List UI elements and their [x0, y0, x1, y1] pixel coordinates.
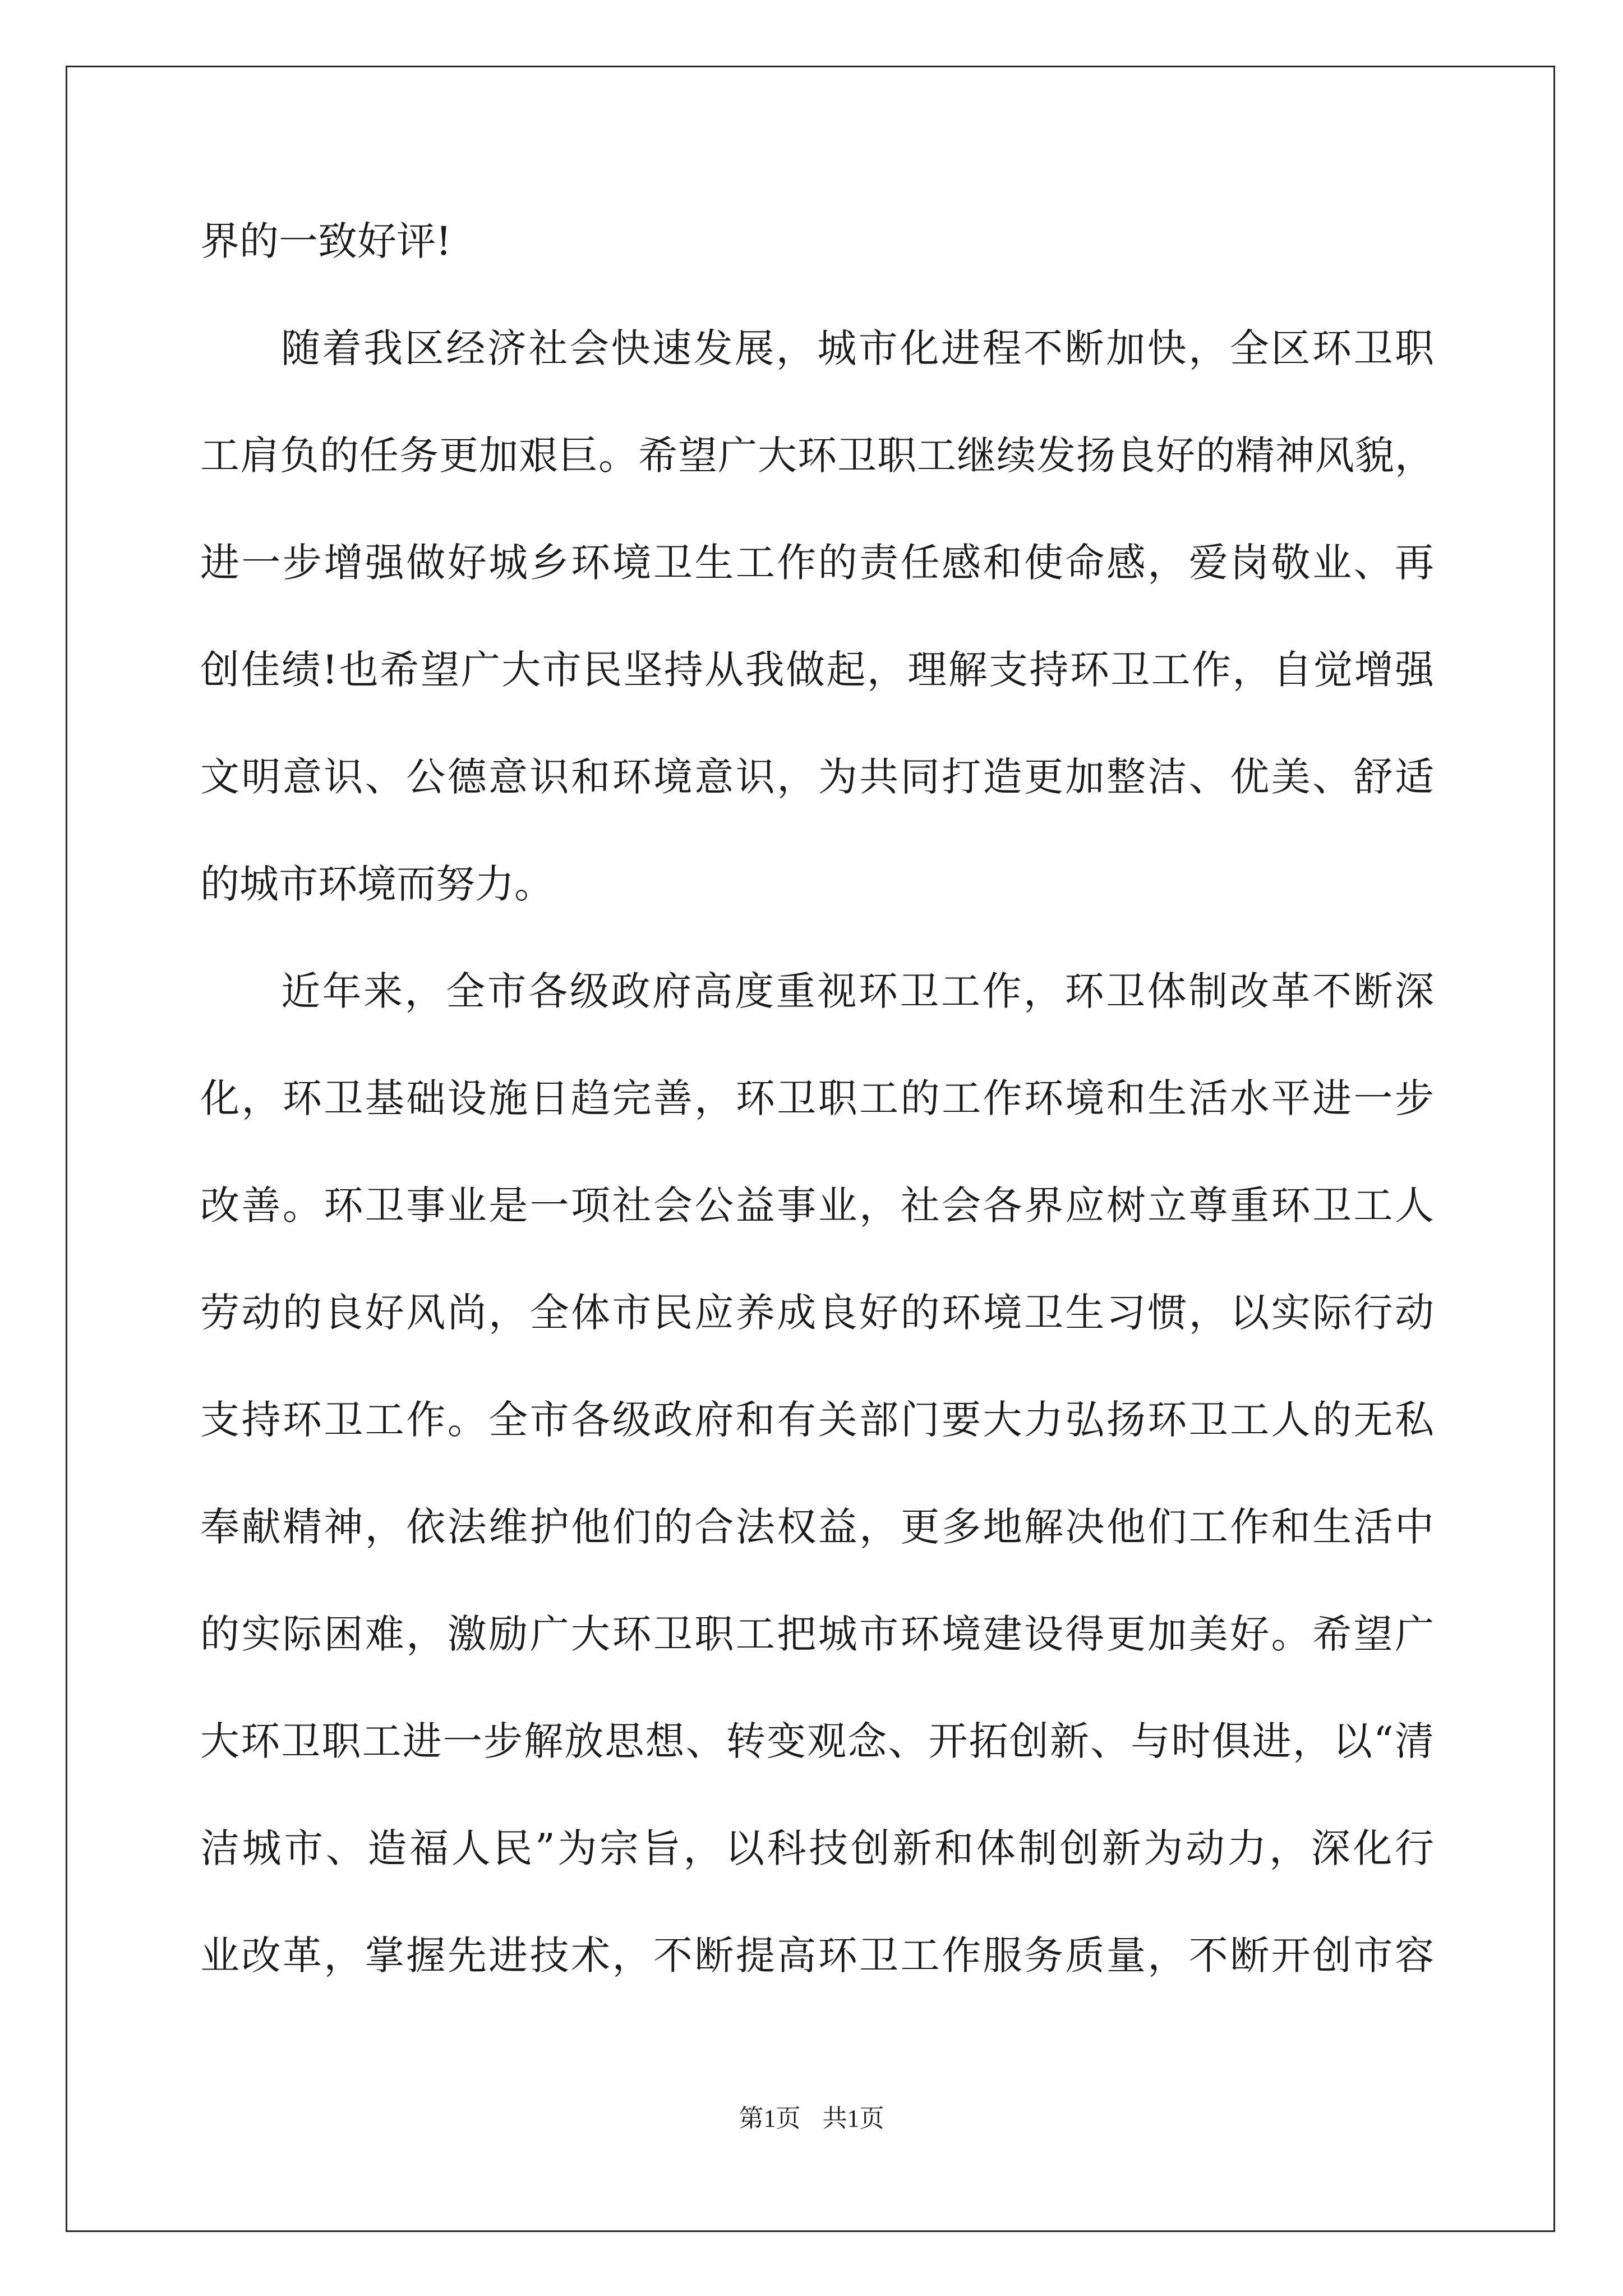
text-line: 劳动的良好风尚，全体市民应养成良好的环境卫生习惯，以实际行动 — [200, 1290, 1434, 1336]
text-line: 奉献精神，依法维护他们的合法权益，更多地解决他们工作和生活中 — [200, 1504, 1434, 1550]
page-number-total: 共1页 — [822, 2105, 884, 2132]
page-footer — [0, 2098, 1623, 2134]
page-number-current: 第1页 — [739, 2105, 801, 2132]
text-line: 的城市环境而努力。 — [200, 861, 554, 907]
text-line: 工肩负的任务更加艰巨。希望广大环卫职工继续发扬良好的精神风貌， — [200, 432, 1434, 478]
text-line: 的实际困难，激励广大环卫职工把城市环境建设得更加美好。希望广 — [200, 1611, 1434, 1657]
text-line: 改善。环卫事业是一项社会公益事业，社会各界应树立尊重环卫工人 — [200, 1182, 1434, 1228]
text-line: 大环卫职工进一步解放思想、转变观念、开拓创新、与时俱进，以“清 — [200, 1718, 1434, 1764]
text-line: 文明意识、公德意识和环境意识，为共同打造更加整洁、优美、舒适 — [200, 754, 1434, 800]
text-line: 进一步增强做好城乡环境卫生工作的责任感和使命感，爱岗敬业、再 — [200, 540, 1434, 586]
document-body — [200, 208, 1434, 2029]
text-line: 界的一致好评! — [200, 218, 452, 264]
text-line: 创佳绩!也希望广大市民坚持从我做起，理解支持环卫工作，自觉增强 — [200, 647, 1434, 693]
text-line: 洁城市、造福人民”为宗旨，以科技创新和体制创新为动力，深化行 — [200, 1825, 1434, 1871]
text-line: 近年来，全市各级政府高度重视环卫工作，环卫体制改革不断深 — [281, 968, 1434, 1014]
text-line: 业改革，掌握先进技术，不断提高环卫工作服务质量，不断开创市容 — [200, 1932, 1434, 1978]
text-line: 支持环卫工作。全市各级政府和有关部门要大力弘扬环卫工人的无私 — [200, 1397, 1434, 1443]
text-line: 化，环卫基础设施日趋完善，环卫职工的工作环境和生活水平进一步 — [200, 1075, 1434, 1121]
text-line: 随着我区经济社会快速发展，城市化进程不断加快，全区环卫职 — [281, 325, 1434, 371]
